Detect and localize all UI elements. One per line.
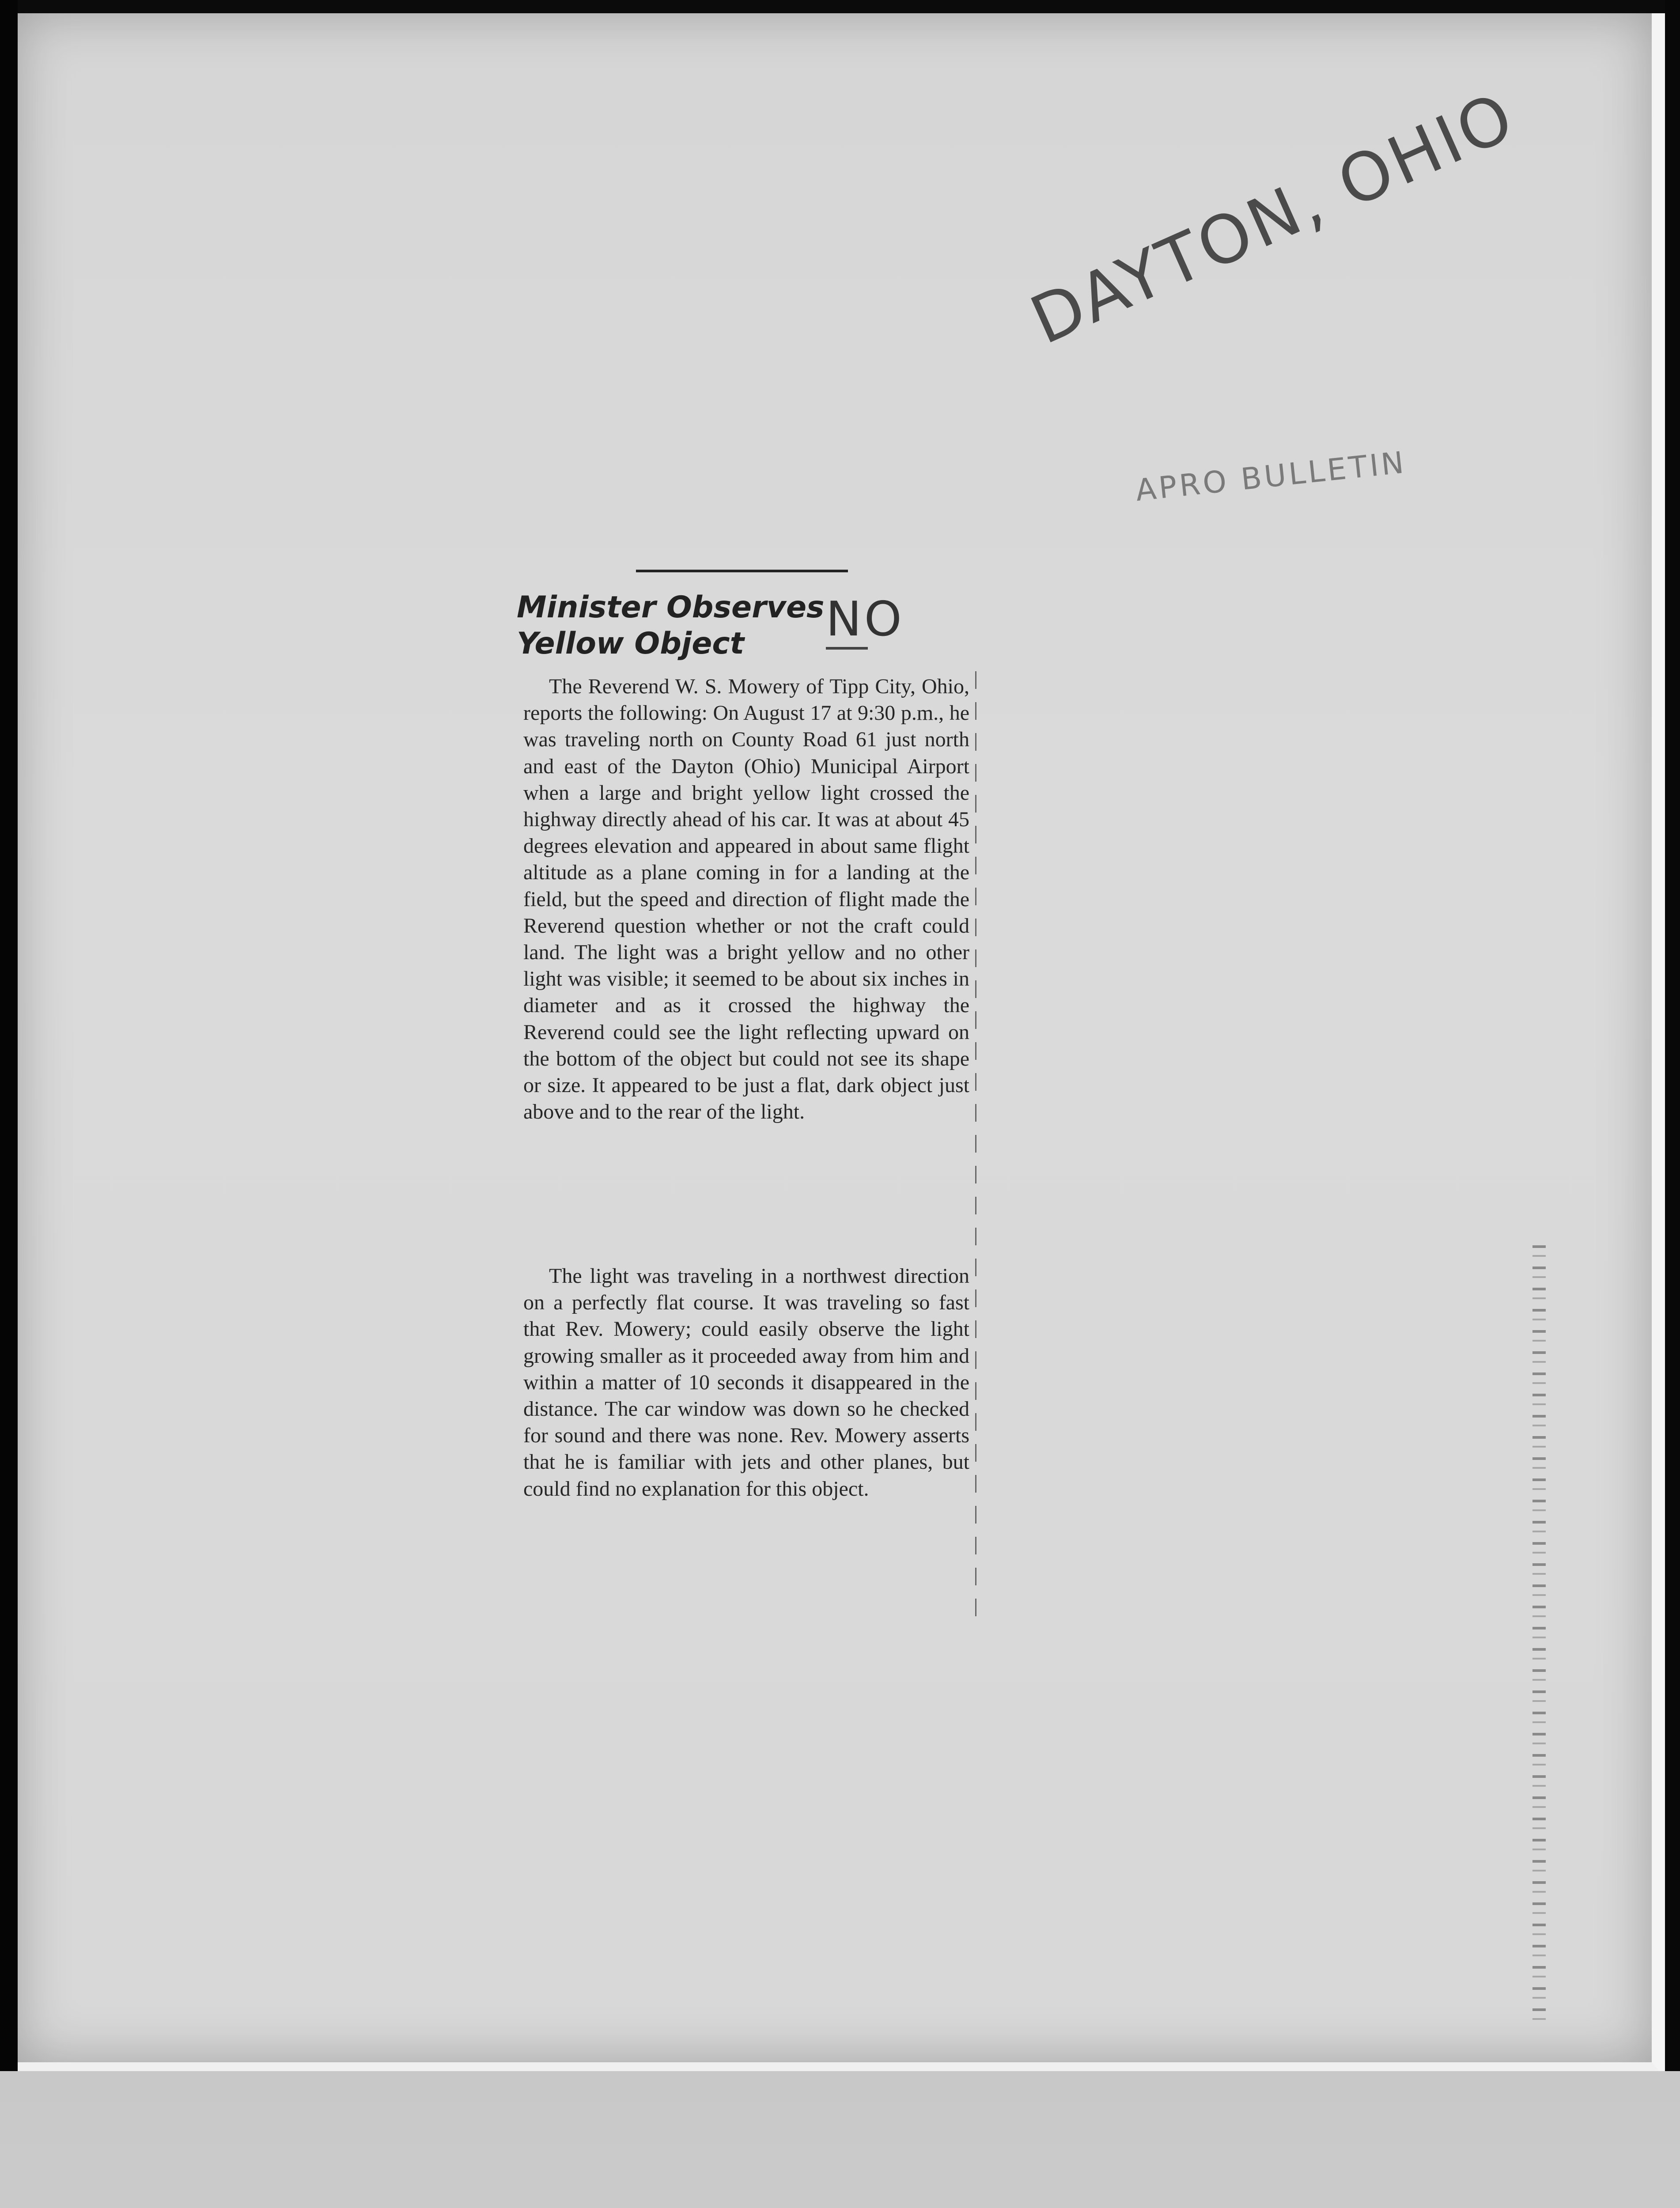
handwritten-source-note: APRO BULLETIN xyxy=(1134,445,1408,508)
page-edge-artifact xyxy=(1532,1245,1546,2023)
handwritten-verdict-note: NO xyxy=(826,592,904,647)
article-paragraph-2: The light was traveling in a northwest direction on a perfectly flat course. It was traveling so fast that Rev. Mowery; could easily observe the light growing smaller as it proceeded away from him and within a matter of 10 seconds it disappeared in the distance. The car window was down so he checked for sound and there was none. Rev. Mowery asserts that he is familiar with jets and other planes, but could find no explanation for this object. xyxy=(523,1264,969,1501)
verdict-underline xyxy=(826,647,868,650)
scan-background xyxy=(0,2071,1680,2208)
film-border-right xyxy=(1665,0,1680,2071)
clipping-top-rule xyxy=(636,570,848,572)
article-paragraph-1: The Reverend W. S. Mowery of Tipp City, Ohio, reports the following: On August 17 at 9:30 p.m., he was traveling north on County Road 61 just north and east of the Dayton (Ohio) Municipal Airport when a large and bright yellow light crossed the highway directly ahead of his car. It was at about 45 degrees elevation and appeared in about same flight altitude as a plane coming in for a landing at the field, but the speed and direction of flight made the Reverend question whether or not the craft could land. The light was a bright yellow and no other light was visible; it seemed to be about six inches in diameter and as it crossed the highway the Reverend could see the light reflecting upward on the bottom of the object but could not see its shape or size. It appeared to be just a flat, dark object just above and to the rear of the light. xyxy=(523,675,969,1124)
clipping-edge-rule xyxy=(975,671,976,1616)
article-headline: Minister Observes Yellow Object xyxy=(517,590,825,661)
film-border-left xyxy=(0,0,18,2071)
handwritten-location-note: DAYTON, OHIO xyxy=(1020,77,1527,360)
